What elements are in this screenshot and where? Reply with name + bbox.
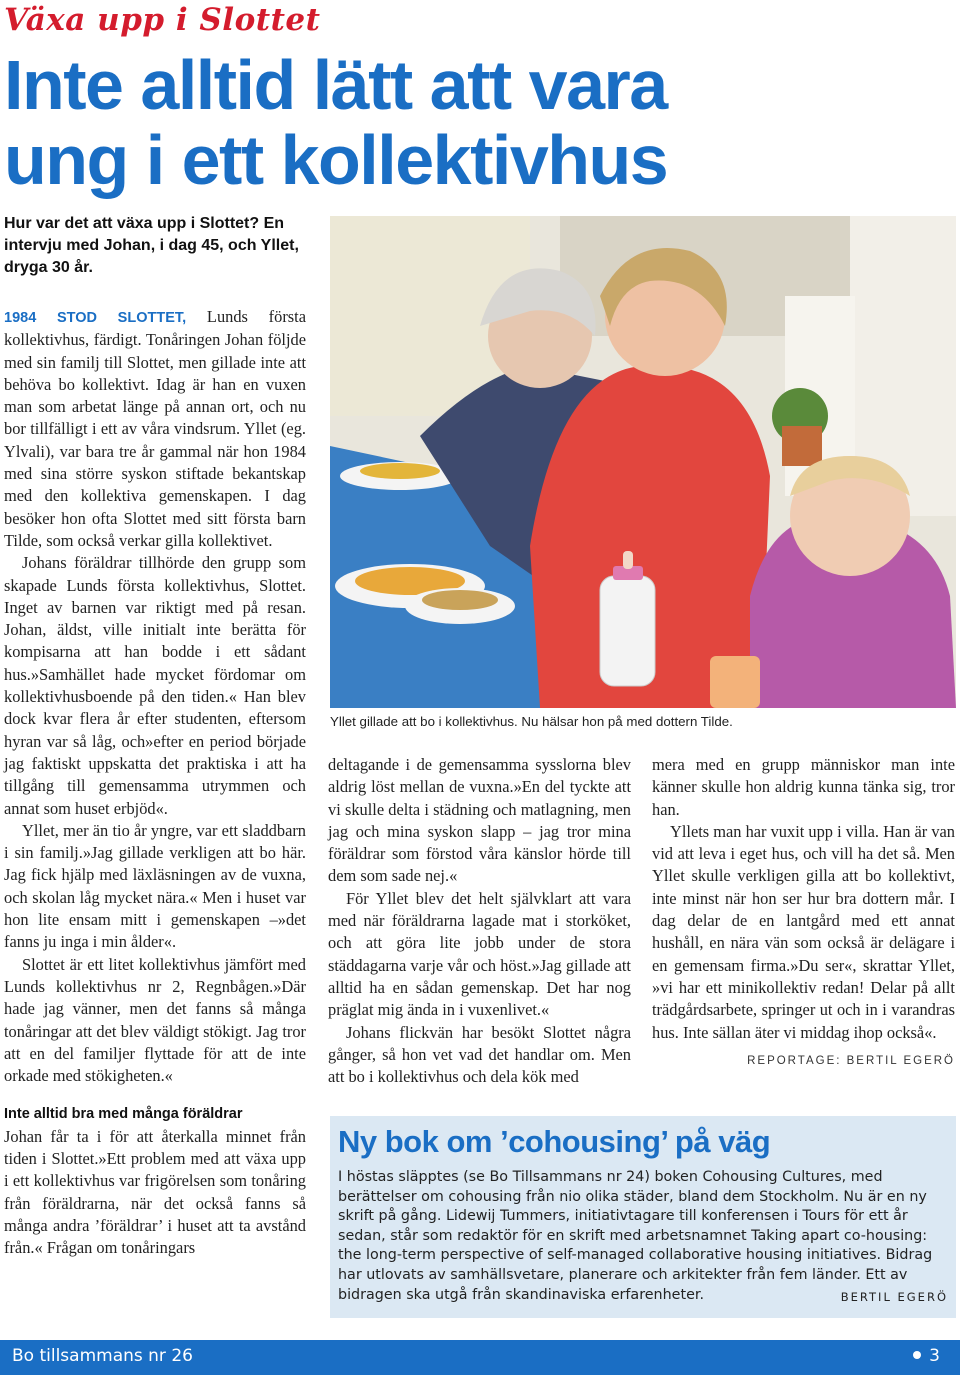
lead-in: 1984 STOD SLOTTET, [4,310,187,326]
factbox [330,1116,956,1318]
paragraph: Yllet, mer än tio år yngre, var ett sladdbarn i sin familj.»Jag gillade verkligen att bo här. Jag fick hjälp med läxläsningen av de vuxna, och skolan låg mycket nära.« Men i huset var hon lite ensam mitt i gemenskapen –»det fanns ju inga i min ålder«. [4,820,306,952]
article-column-3 [652,754,955,1072]
article-photo [330,216,956,708]
page-number: 3 [913,1346,940,1366]
magazine-name: Bo tillsammans nr 26 [12,1346,193,1366]
paragraph: Slottet är ett litet kollektivhus jämfört med Lunds kollektivhus nr 2, Regnbågen.»Där hade jag vänner, men det fanns så många tonåringar att det blev väldigt stökigt. Jag tror att en del familjer flyttade för att de inte orkade med stökigheten.« [4,954,306,1086]
factbox-byline: BERTIL EGERÖ [840,1289,948,1304]
section-kicker: Växa upp i Slottet [4,2,321,38]
page-footer [0,1340,960,1375]
paragraph: Johan får ta i för att återkalla minnet från tiden i Slottet.»Ett problem med att växa upp i ett kollektivhus var frigörelsen som tonåring från föräldrarna, när det också fanns så många andra ’föräldrar’ i huset att ta avstånd från.« Frågan om tonåringars [4,1126,306,1258]
headline-line-2: ung i ett kollektivhus [4,121,668,199]
paragraph: För Yllet blev det helt självklart att vara med när föräldrarna lagade mat i storköket, och att göra lite jobb under de stora städdagarna varje vår och höst.»Jag gillade att alltid ha en sådan gemenskap. Det har nog präglat mig ända in i vuxenlivet.« [328,888,631,1020]
paragraph: Yllets man har vuxit upp i villa. Han är van vid att leva i eget hus, och vill ha det så. Men Yllet skulle verkligen gilla att bo kollektivt, inte minst när hon ser hur bra dottern mår. I dag delar de en lantgård med ett annat hushåll, en nära vän som också är delägare i en gemensam firma.»Du ser«, skrattar Yllet, »vi har ett minikollektiv redan! Delar på allt trädgårdsarbete, springer ut och in i varandras hus. Inte sällan äter vi middag ihop också«. [652,821,955,1042]
headline [4,48,667,198]
article-column-2 [328,754,631,1088]
subheading: Inte alltid bra med många föräldrar [4,1106,243,1123]
factbox-title: Ny bok om ’cohousing’ på väg [338,1124,771,1159]
paragraph: deltagande i de gemensamma sysslorna blev aldrig löst mellan de vuxna.»En del tyckte att vi skulle delta i städning och matlagning, men jag och mina syskon slapp – jag tror mina föräldrar som förstod våra känslor hörde till dem som sade nej.« [328,755,631,886]
article-column-1 [4,306,306,1259]
headline-line-1: Inte alltid lätt att vara [4,46,667,124]
factbox-text: I höstas släpptes (se Bo Tillsammans nr 24) boken Cohousing Cultures, med berättelser om cohousing från nio olika städer, bland dem Stockholm. Nu är en ny skrift på gång. Lidewij Tummers, initiativtagare till konferensen i Tours för ett år sedan, står som redaktör för en skrift med arbetsnamnet Taking apart co-housing: the long-term perspective of self-managed collaborative housing initiatives. Bidrag har utlovats av samhällsvetare, planerare och arkitekter från fem länder. Ett av bidragen ska utgå från skandinaviska erfarenheter. BERTIL EGERÖ [338,1168,948,1307]
reportage-byline: REPORTAGE: BERTIL EGERÖ [747,1054,955,1067]
ingress: Hur var det att växa upp i Slottet? En intervju med Johan, i dag 45, och Yllet, dryga 30 år. [4,215,299,276]
paragraph: Johans föräldrar tillhörde den grupp som skapade Lunds första kollektivhus, Slottet. Inget av barnen var riktigt med på resan. Johan, äldst, ville initialt inte berätta för kompisarna att han bodde i ett sådant hus.»Samhället hade mycket fördomar om kollektivhusboende på den tiden.« Han blev dock kvar flera år efter studenten, eftersom hyran var så låg, och»efter en period började jag faktiskt uppskatta det praktiska i att ha tillgång till gemensamma utrymmen och annat som huset erbjöd«. [4,553,306,818]
photo-caption: Yllet gillade att bo i kollektivhus. Nu hälsar hon på med dottern Tilde. [330,714,733,729]
paragraph: 1984 STOD SLOTTET, Lunds första kollektivhus, färdigt. Tonåringen Johan följde med sin familj till Slottet, men gillade inte att behöva bo kollektivt. Idag är han en vuxen man som arbetat länge på annan ort, och nu bor tillfälligt i ett av våra vindsrum. Yllet (eg. Ylvali), var bara tre år gammal när hon 1984 med sina större syskon stiftade bekantskap med den kollektiva gemenskapen. I dag besöker hon ofta Slottet med sitt första barn Tilde, som också verkar gilla kollektivet. [4,307,306,550]
photo-illustration [330,216,956,708]
paragraph: mera med en grupp människor man inte känner skulle hon aldrig kunna tänka sig, tror han. [652,755,955,819]
paragraph: Johans flickvän har besökt Slottet några gånger, så hon vet vad det handlar om. Men att bo i kollektivhus och dela kök med [328,1022,631,1087]
bullet-icon [913,1351,921,1359]
